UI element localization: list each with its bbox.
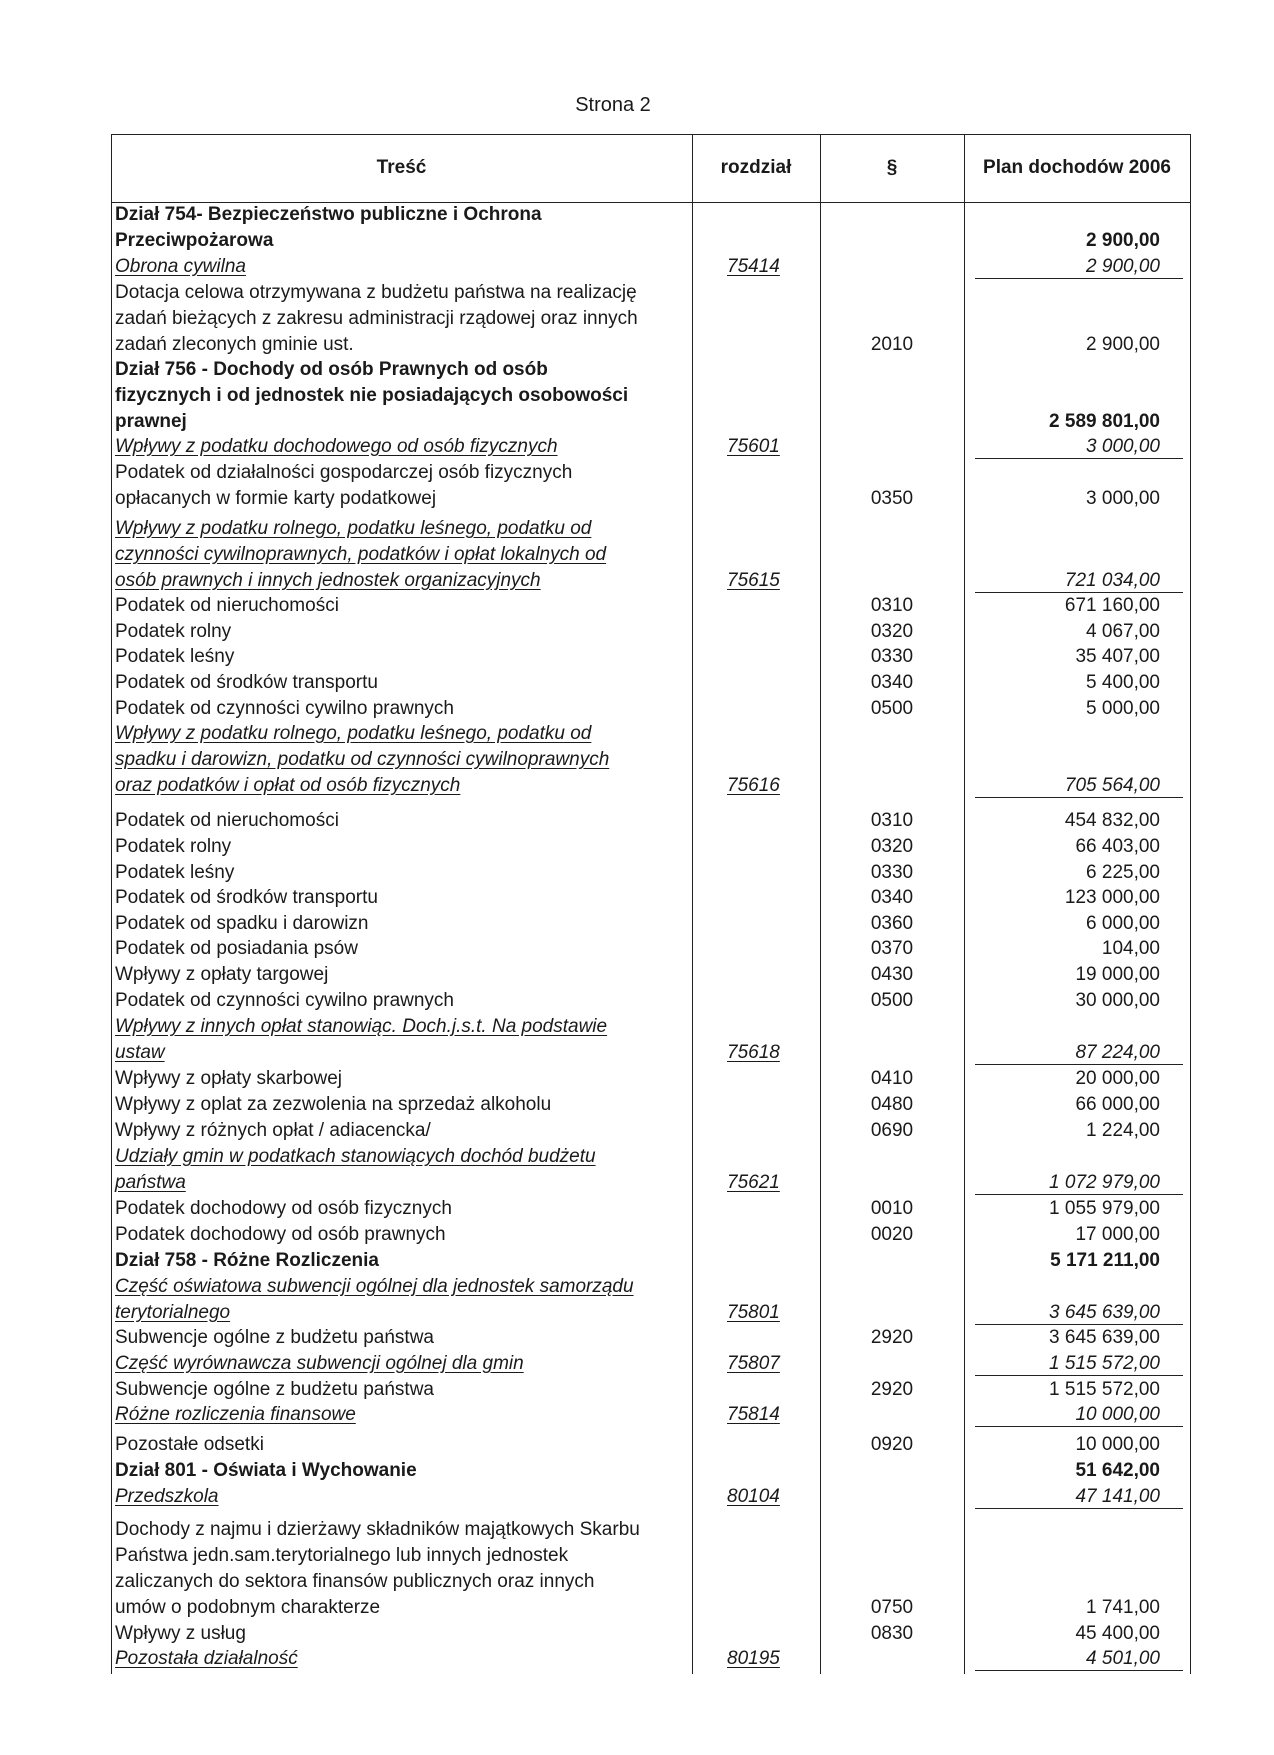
table-row [0, 332, 1274, 358]
row-description: Podatek od środków transportu [115, 887, 378, 908]
table-row [0, 1092, 1274, 1118]
row-plan-value: 4 067,00 [1086, 621, 1160, 642]
table-row [0, 1144, 1274, 1170]
table-row [0, 1066, 1274, 1092]
table-row [0, 834, 1274, 860]
row-plan-value: 10 000,00 [1075, 1404, 1160, 1425]
table-row [0, 619, 1274, 645]
row-plan-value: 10 000,00 [1075, 1434, 1160, 1455]
row-plan-value: 5 000,00 [1086, 698, 1160, 719]
table-row [0, 808, 1274, 834]
row-description: Część wyrównawcza subwencji ogólnej dla gmin [115, 1353, 524, 1374]
row-paragraf: 0410 [870, 1068, 914, 1089]
row-paragraf: 0920 [870, 1434, 914, 1455]
row-description: Wpływy z podatku dochodowego od osób fizycznych [115, 436, 558, 457]
row-plan-value: 123 000,00 [1064, 887, 1160, 908]
row-plan-value: 2 900,00 [1086, 334, 1160, 355]
row-description: prawnej [115, 411, 187, 432]
row-plan-value: 51 642,00 [1075, 1460, 1160, 1481]
row-paragraf: 0310 [870, 810, 914, 831]
row-description: Wpływy z innych opłat stanowiąc. Doch.j.s.t. Na podstawie [115, 1016, 608, 1037]
row-description: Podatek dochodowy od osób fizycznych [115, 1198, 452, 1219]
row-rozdzial: 75618 [727, 1042, 780, 1063]
row-plan-value: 2 900,00 [1086, 230, 1160, 251]
row-rozdzial: 75601 [727, 436, 780, 457]
row-rozdzial: 80195 [727, 1648, 780, 1669]
row-rozdzial: 75621 [727, 1172, 780, 1193]
row-description: Udziały gmin w podatkach stanowiących dochód budżetu [115, 1146, 596, 1167]
row-description: Podatek rolny [115, 836, 232, 857]
subtotal-rule [975, 1426, 1183, 1427]
table-row [0, 696, 1274, 722]
row-paragraf: 2920 [870, 1379, 914, 1400]
row-description: Wpływy z usług [115, 1623, 246, 1644]
row-rozdzial: 75616 [727, 775, 780, 796]
table-row [0, 721, 1274, 747]
table-row [0, 1517, 1274, 1543]
table-row [0, 1248, 1274, 1274]
row-plan-value: 454 832,00 [1064, 810, 1160, 831]
subtotal-rule [975, 1064, 1183, 1065]
row-plan-value: 30 000,00 [1075, 990, 1160, 1011]
subtotal-rule [975, 1508, 1183, 1509]
row-plan-value: 2 900,00 [1086, 256, 1160, 277]
table-row [0, 1458, 1274, 1484]
table-row [0, 1274, 1274, 1300]
row-plan-value: 2 589 801,00 [1049, 411, 1160, 432]
row-paragraf: 0500 [870, 698, 914, 719]
table-row [0, 542, 1274, 568]
row-description: Podatek rolny [115, 621, 232, 642]
row-plan-value: 5 171 211,00 [1050, 1250, 1160, 1271]
table-row [0, 1377, 1274, 1403]
table-row [0, 1170, 1274, 1196]
row-paragraf: 0320 [870, 621, 914, 642]
row-description: Dotacja celowa otrzymywana z budżetu państwa na realizację [115, 282, 637, 303]
row-description: umów o podobnym charakterze [115, 1597, 381, 1618]
row-description: Podatek od nieruchomości [115, 810, 339, 831]
table-row [0, 228, 1274, 254]
row-plan-value: 721 034,00 [1064, 570, 1160, 591]
table-row [0, 885, 1274, 911]
row-paragraf: 0830 [870, 1623, 914, 1644]
row-rozdzial: 75615 [727, 570, 780, 591]
row-plan-value: 671 160,00 [1064, 595, 1160, 616]
row-description: Subwencje ogólne z budżetu państwa [115, 1379, 435, 1400]
row-description: Dział 754- Bezpieczeństwo publiczne i Ochrona [115, 204, 542, 225]
row-plan-value: 5 400,00 [1086, 672, 1160, 693]
table-row [0, 460, 1274, 486]
row-plan-value: 47 141,00 [1075, 1486, 1160, 1507]
header-plan-dochodow: Plan dochodów 2006 [983, 157, 1171, 178]
table-row [0, 936, 1274, 962]
row-plan-value: 1 055 979,00 [1049, 1198, 1160, 1219]
row-paragraf: 0480 [870, 1094, 914, 1115]
row-paragraf: 0750 [870, 1597, 914, 1618]
row-plan-value: 3 000,00 [1086, 436, 1160, 457]
row-description: Przedszkola [115, 1486, 219, 1507]
table-row [0, 434, 1274, 460]
table-row [0, 1118, 1274, 1144]
row-description: Różne rozliczenia finansowe [115, 1404, 356, 1425]
row-description: opłacanych w formie karty podatkowej [115, 488, 437, 509]
row-rozdzial: 75807 [727, 1353, 780, 1374]
subtotal-rule [975, 458, 1183, 459]
row-paragraf: 0370 [870, 938, 914, 959]
row-description: Podatek leśny [115, 646, 235, 667]
table-row [0, 988, 1274, 1014]
row-plan-value: 1 072 979,00 [1049, 1172, 1160, 1193]
table-row [0, 383, 1274, 409]
row-plan-value: 1 515 572,00 [1049, 1353, 1160, 1374]
row-plan-value: 4 501,00 [1086, 1648, 1160, 1669]
row-rozdzial: 75814 [727, 1404, 780, 1425]
row-description: Dział 801 - Oświata i Wychowanie [115, 1460, 417, 1481]
row-plan-value: 6 225,00 [1086, 862, 1160, 883]
row-plan-value: 35 407,00 [1075, 646, 1160, 667]
row-description: Wpływy z opłaty targowej [115, 964, 329, 985]
row-plan-value: 3 645 639,00 [1049, 1302, 1160, 1323]
table-row [0, 1646, 1274, 1672]
row-description: Dział 758 - Różne Rozliczenia [115, 1250, 379, 1271]
row-plan-value: 87 224,00 [1075, 1042, 1160, 1063]
row-description: Podatek od czynności cywilno prawnych [115, 698, 455, 719]
table-row [0, 1569, 1274, 1595]
page-number-label: Strona 2 [575, 94, 651, 116]
row-paragraf: 0340 [870, 887, 914, 908]
header-tresc: Treść [376, 157, 427, 178]
row-rozdzial: 80104 [727, 1486, 780, 1507]
row-description: Wpływy z podatku rolnego, podatku leśnego, podatku od [115, 723, 592, 744]
table-row [0, 1595, 1274, 1621]
row-plan-value: 66 000,00 [1075, 1094, 1160, 1115]
table-row [0, 1222, 1274, 1248]
subtotal-rule [975, 1670, 1183, 1671]
table-row [0, 254, 1274, 280]
row-description: zadań zleconych gminie ust. [115, 334, 354, 355]
row-description: Część oświatowa subwencji ogólnej dla jednostek samorządu [115, 1276, 634, 1297]
row-description: Pozostałe odsetki [115, 1434, 264, 1455]
row-paragraf: 0430 [870, 964, 914, 985]
row-description: Subwencje ogólne z budżetu państwa [115, 1327, 435, 1348]
row-plan-value: 1 515 572,00 [1049, 1379, 1160, 1400]
row-description: ustaw [115, 1042, 165, 1063]
row-paragraf: 0330 [870, 862, 914, 883]
row-plan-value: 1 741,00 [1086, 1597, 1160, 1618]
row-description: Dział 756 - Dochody od osób Prawnych od osób [115, 359, 548, 380]
row-paragraf: 0020 [870, 1224, 914, 1245]
table-row [0, 670, 1274, 696]
row-plan-value: 17 000,00 [1075, 1224, 1160, 1245]
row-rozdzial: 75801 [727, 1302, 780, 1323]
table-row [0, 409, 1274, 435]
table-row [0, 860, 1274, 886]
table-row [0, 1402, 1274, 1428]
row-plan-value: 6 000,00 [1086, 913, 1160, 934]
row-description: Podatek leśny [115, 862, 235, 883]
subtotal-rule [975, 278, 1183, 279]
table-row [0, 747, 1274, 773]
row-description: oraz podatków i opłat od osób fizycznych [115, 775, 461, 796]
subtotal-rule [975, 1194, 1183, 1195]
row-paragraf: 0320 [870, 836, 914, 857]
row-description: Dochody z najmu i dzierżawy składników majątkowych Skarbu [115, 1519, 640, 1540]
row-description: fizycznych i od jednostek nie posiadających osobowości [115, 385, 629, 406]
row-plan-value: 45 400,00 [1075, 1623, 1160, 1644]
row-paragraf: 0010 [870, 1198, 914, 1219]
table-row [0, 486, 1274, 512]
row-description: Wpływy z oplat za zezwolenia na sprzedaż alkoholu [115, 1094, 552, 1115]
row-description: Państwa jedn.sam.terytorialnego lub innych jednostek [115, 1545, 569, 1566]
row-description: Obrona cywilna [115, 256, 246, 277]
row-description: Podatek od spadku i darowizn [115, 913, 369, 934]
row-description: zadań bieżących z zakresu administracji rządowej oraz innych [115, 308, 638, 329]
row-description: Pozostała działalność [115, 1648, 298, 1669]
row-paragraf: 0350 [870, 488, 914, 509]
subtotal-rule [975, 1375, 1183, 1376]
header-rozdzial: rozdział [720, 157, 792, 178]
row-description: zaliczanych do sektora finansów publicznych oraz innych [115, 1571, 595, 1592]
row-description: spadku i darowizn, podatku od czynności cywilnoprawnych [115, 749, 610, 770]
row-plan-value: 66 403,00 [1075, 836, 1160, 857]
row-description: osób prawnych i innych jednostek organizacyjnych [115, 570, 541, 591]
row-paragraf: 2920 [870, 1327, 914, 1348]
row-plan-value: 20 000,00 [1075, 1068, 1160, 1089]
table-row [0, 1351, 1274, 1377]
table-row [0, 1621, 1274, 1647]
row-description: Wpływy z różnych opłat / adiacencka/ [115, 1120, 431, 1141]
table-row [0, 306, 1274, 332]
table-row [0, 962, 1274, 988]
table-row [0, 1484, 1274, 1510]
table-row [0, 1543, 1274, 1569]
header-paragraf: § [886, 157, 898, 178]
row-description: Podatek od środków transportu [115, 672, 378, 693]
table-row [0, 773, 1274, 799]
table-row [0, 568, 1274, 594]
row-description: terytorialnego [115, 1302, 231, 1323]
row-description: Podatek od czynności cywilno prawnych [115, 990, 455, 1011]
row-description: Przeciwpożarowa [115, 230, 274, 251]
table-row [0, 280, 1274, 306]
row-plan-value: 104,00 [1101, 938, 1160, 959]
row-paragraf: 0310 [870, 595, 914, 616]
row-paragraf: 0330 [870, 646, 914, 667]
table-row [0, 593, 1274, 619]
row-description: Podatek od nieruchomości [115, 595, 339, 616]
row-description: Podatek dochodowy od osób prawnych [115, 1224, 446, 1245]
table-row [0, 644, 1274, 670]
table-row [0, 1040, 1274, 1066]
row-plan-value: 705 564,00 [1064, 775, 1160, 796]
row-description: czynności cywilnoprawnych, podatków i opłat lokalnych od [115, 544, 607, 565]
table-row [0, 1325, 1274, 1351]
table-row [0, 357, 1274, 383]
table-row [0, 202, 1274, 228]
row-paragraf: 2010 [870, 334, 914, 355]
row-paragraf: 0340 [870, 672, 914, 693]
row-paragraf: 0690 [870, 1120, 914, 1141]
table-row [0, 1196, 1274, 1222]
subtotal-rule [975, 797, 1183, 798]
table-row [0, 1432, 1274, 1458]
row-plan-value: 1 224,00 [1086, 1120, 1160, 1141]
row-description: państwa [115, 1172, 186, 1193]
row-description: Wpływy z podatku rolnego, podatku leśnego, podatku od [115, 518, 592, 539]
row-rozdzial: 75414 [727, 256, 780, 277]
table-row [0, 911, 1274, 937]
table-row [0, 1300, 1274, 1326]
row-description: Podatek od działalności gospodarczej osób fizycznych [115, 462, 573, 483]
row-plan-value: 3 000,00 [1086, 488, 1160, 509]
table-row [0, 1014, 1274, 1040]
row-description: Wpływy z opłaty skarbowej [115, 1068, 343, 1089]
row-plan-value: 19 000,00 [1075, 964, 1160, 985]
table-row [0, 516, 1274, 542]
row-plan-value: 3 645 639,00 [1049, 1327, 1160, 1348]
row-paragraf: 0500 [870, 990, 914, 1011]
row-paragraf: 0360 [870, 913, 914, 934]
row-description: Podatek od posiadania psów [115, 938, 358, 959]
